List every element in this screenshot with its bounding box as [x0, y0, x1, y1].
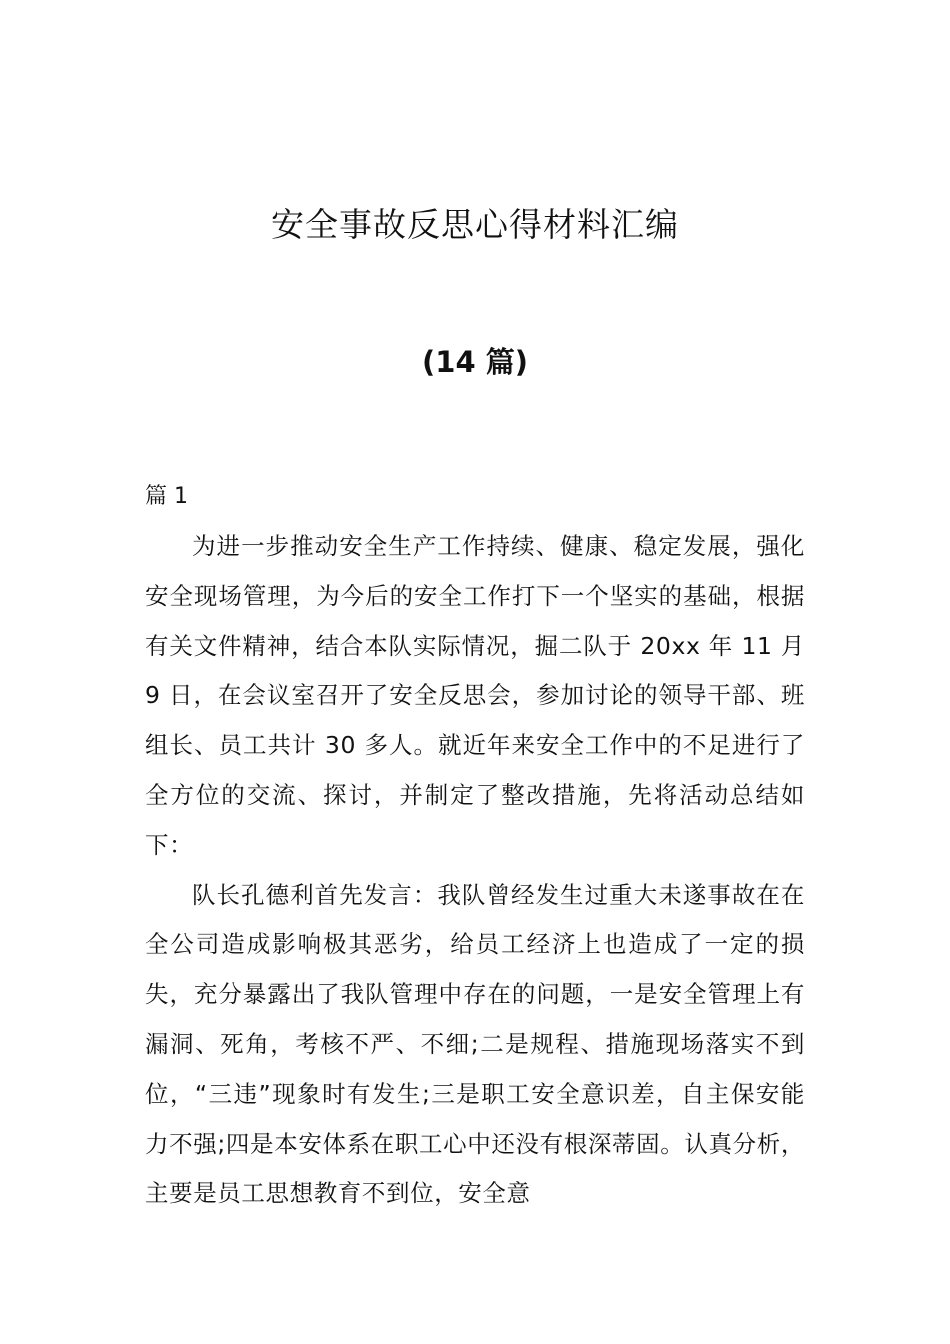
document-subtitle: (14 篇) — [422, 345, 528, 379]
document-title: 安全事故反思心得材料汇编 — [271, 205, 679, 244]
section-label: 篇 1 — [145, 484, 188, 509]
body-text — [145, 522, 805, 1219]
paragraph: 队长孔德利首先发言：我队曾经发生过重大未遂事故在在全公司造成影响极其恶劣，给员工经济上也造成了一定的损失，充分暴露出了我队管理中存在的问题，一是安全管理上有漏洞、死角，考核不严、不细;二是规程、措施现场落实不到位，“三违”现象时有发生;三是职工安全意识差，自主保安能力不强;四是本安体系在职工心中还没有根深蒂固。认真分析，主要是员工思想教育不到位，安全意 — [145, 880, 805, 1208]
paragraph: 为进一步推动安全生产工作持续、健康、稳定发展，强化安全现场管理，为今后的安全工作打下一个坚实的基础，根据有关文件精神，结合本队实际情况，掘二队于 20xx 年 11 月 9 日，在会议室召开了安全反思会，参加讨论的领导干部、班组长、员工共计 30 多人。就近年来安全工作中的不足进行了全方位的交流、探讨，并制定了整改措施，先将活动总结如下： — [145, 532, 805, 859]
